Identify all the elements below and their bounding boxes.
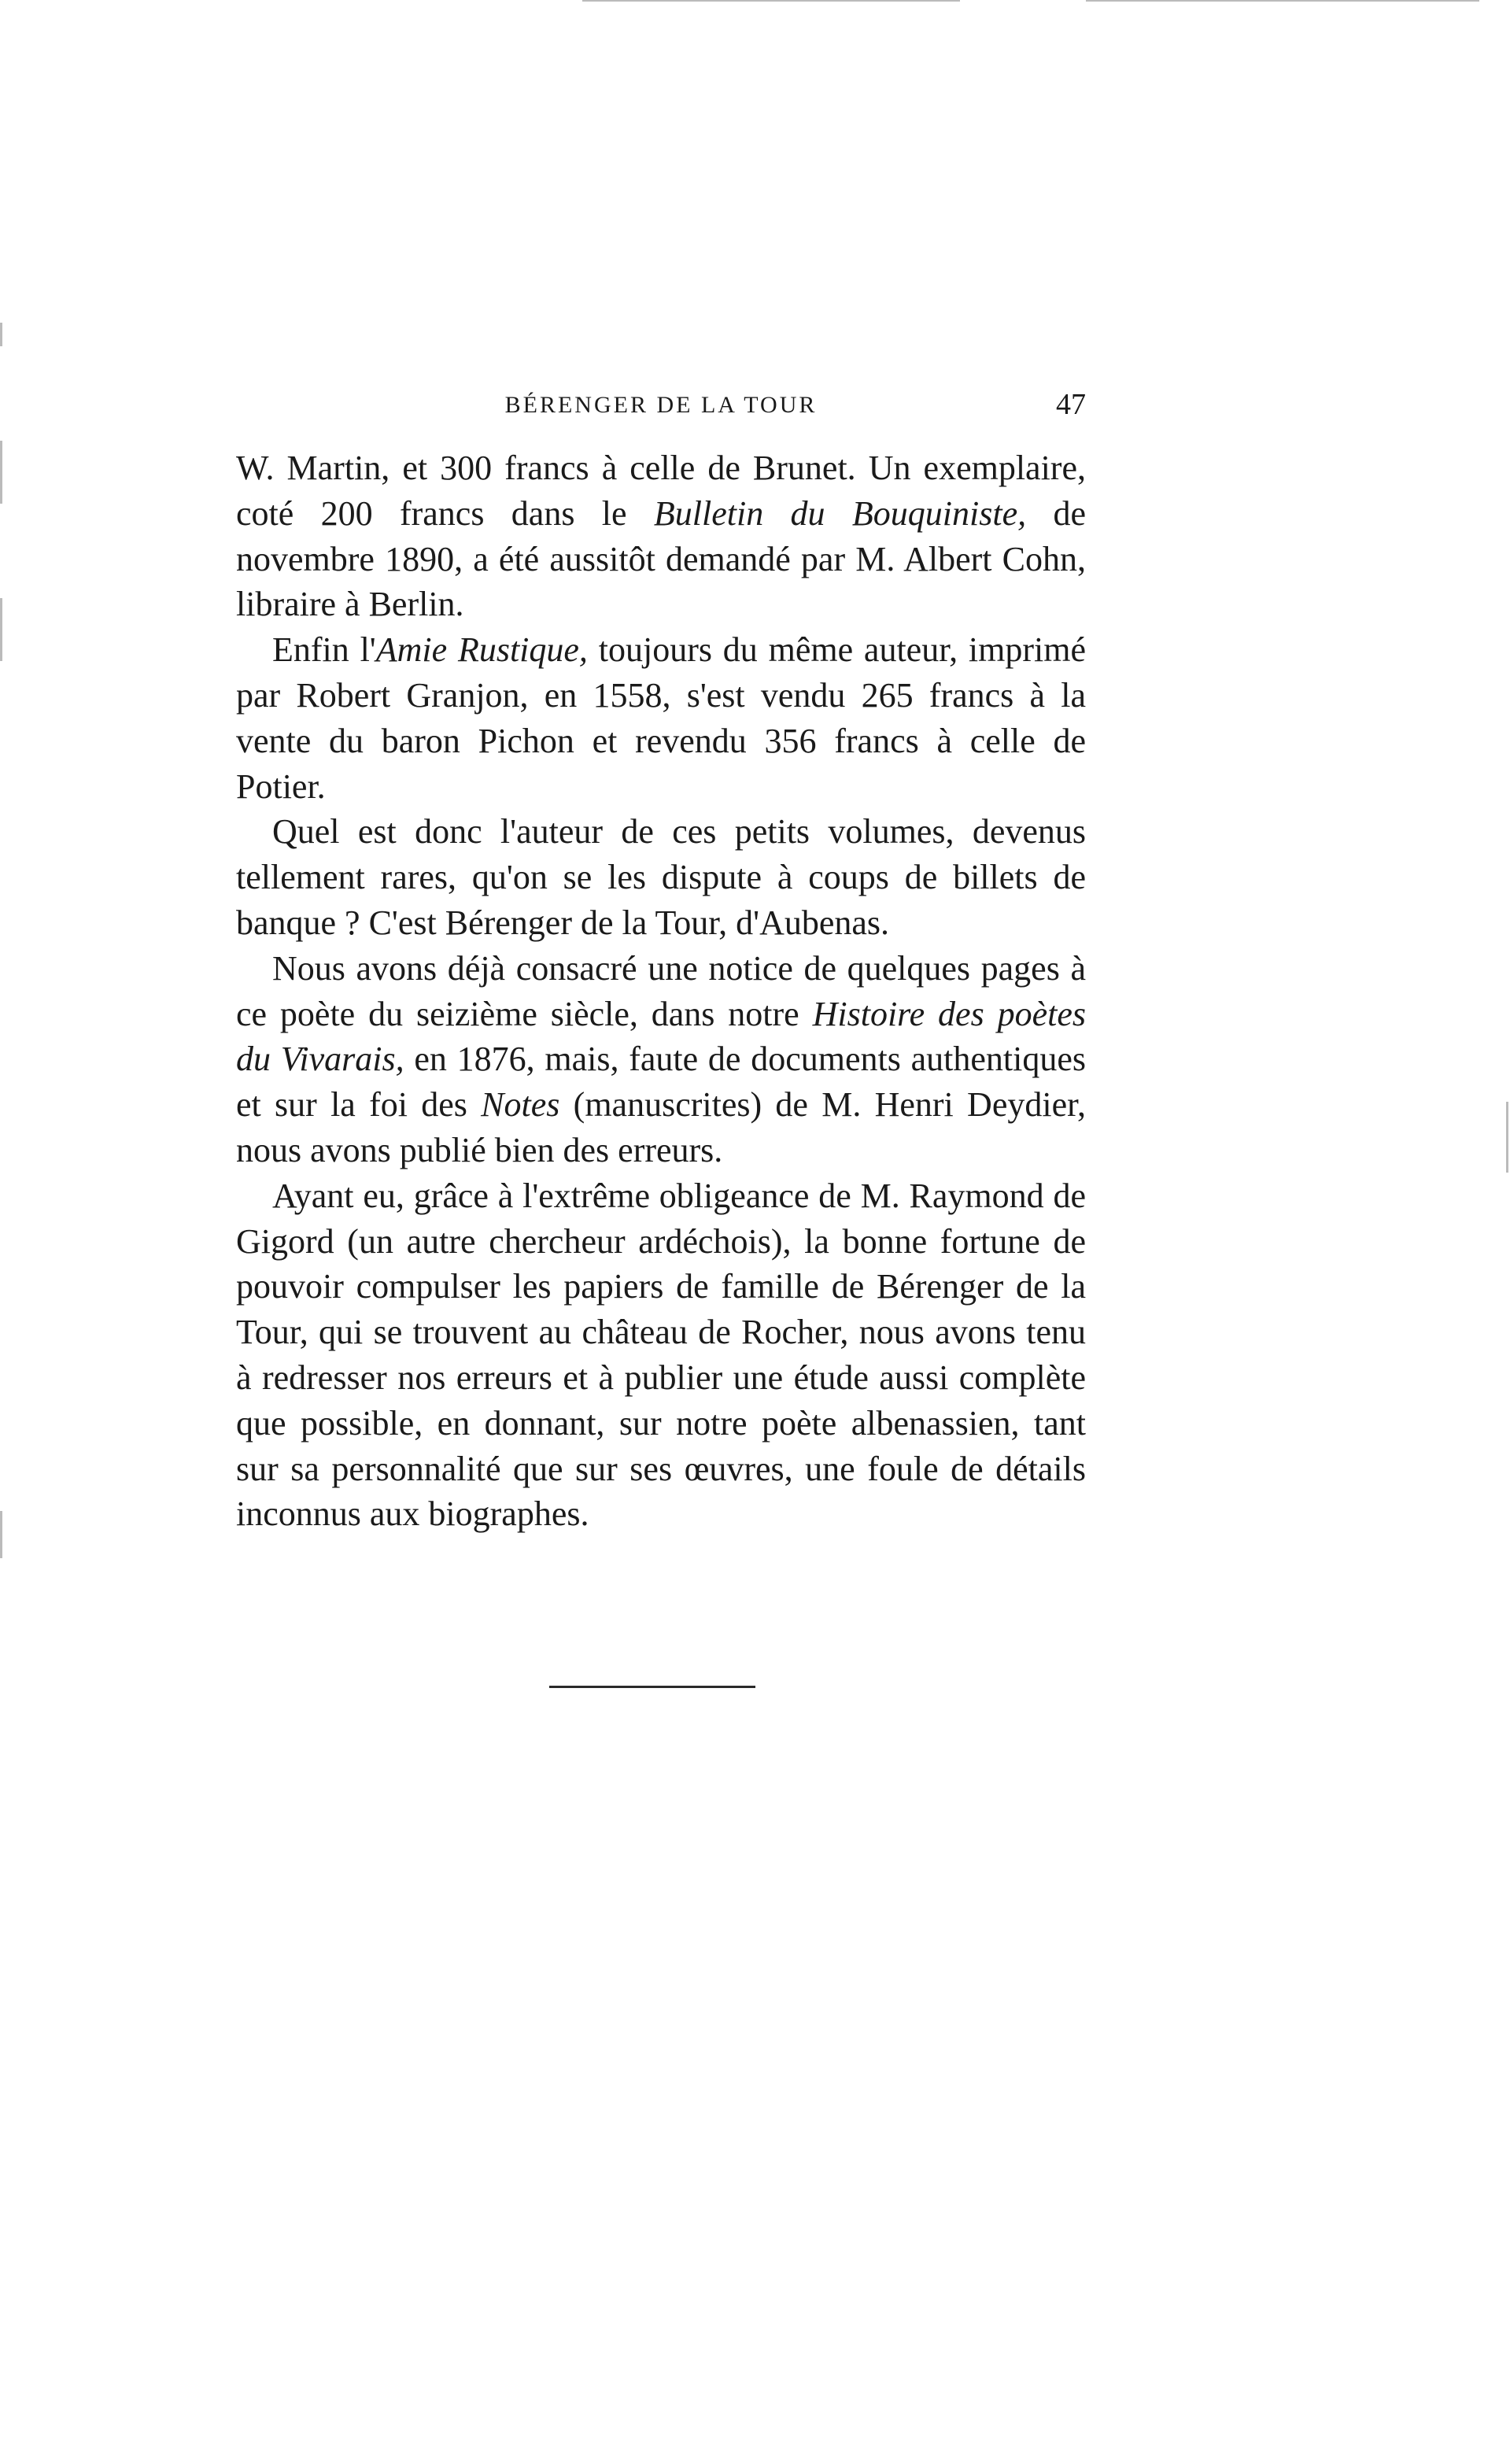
scan-artifact [0, 323, 2, 346]
text-run: Ayant eu, grâce à l'extrême obligeance de M. Raymond de Gigord (un autre chercheur ardéchois), la bonne fortune de pouvoir compulser les papiers de famille de Bérenger de la Tour, qui se trouvent au château de Rocher, nous avons tenu à redresser nos erreurs et à publier une étude aussi complète que possible, en donnant, sur notre poète albenassien, tant sur sa personnalité que sur ses œuvres, une foule de détails inconnus aux biographes. [236, 1176, 1086, 1534]
scan-artifact [0, 598, 2, 661]
running-title: BÉRENGER DE LA TOUR [504, 392, 818, 418]
text-run: Nous avons déjà consacré une notice de quelques pages à ce poète du seizième siècle, dans notre [236, 948, 1086, 1033]
paragraph-2 [236, 627, 1086, 809]
section-end-rule [549, 1686, 755, 1688]
scan-artifact [0, 1511, 2, 1558]
paragraph-4 [236, 946, 1086, 1173]
scan-artifact [1506, 1102, 1508, 1173]
text-run: W. Martin, et 300 francs à celle de Brunet. Un exemplaire, coté 200 francs dans le [236, 449, 1086, 533]
italic-title: Amie Rustique, [375, 630, 588, 670]
italic-title: Bulletin du Bouquiniste, [653, 493, 1027, 533]
page-number: 47 [1056, 388, 1086, 421]
paragraph-5 [236, 1173, 1086, 1537]
text-run: toujours du même auteur, imprimé par Robert Granjon, en 1558, s'est vendu 265 francs à la vente du baron Pichon et revendu 356 francs à celle de Potier. [236, 630, 1086, 806]
scan-artifact [0, 441, 2, 504]
text-run: de novembre 1890, a été aussitôt demandé par M. Albert Cohn, libraire à Berlin. [236, 493, 1086, 624]
running-head [236, 387, 1086, 427]
paragraph-1 [236, 445, 1086, 627]
italic-title: Histoire des poètes du Vivarais, [236, 994, 1086, 1079]
scan-artifact [1086, 0, 1479, 2]
text-run: en 1876, mais, faute de documents authentiques et sur la foi des [236, 1040, 1086, 1125]
paragraph-3 [236, 809, 1086, 945]
text-run: Enfin l' [272, 630, 376, 670]
italic-title: Notes [481, 1085, 560, 1125]
body-text [236, 445, 1086, 1537]
scan-artifact [582, 0, 960, 2]
text-run: (manuscrites) de M. Henri Deydier, nous avons publié bien des erreurs. [236, 1085, 1087, 1169]
text-run: Quel est donc l'auteur de ces petits volumes, devenus tellement rares, qu'on se les dispute à coups de billets de banque ? C'est Bérenger de la Tour, d'Aubenas. [236, 812, 1086, 942]
